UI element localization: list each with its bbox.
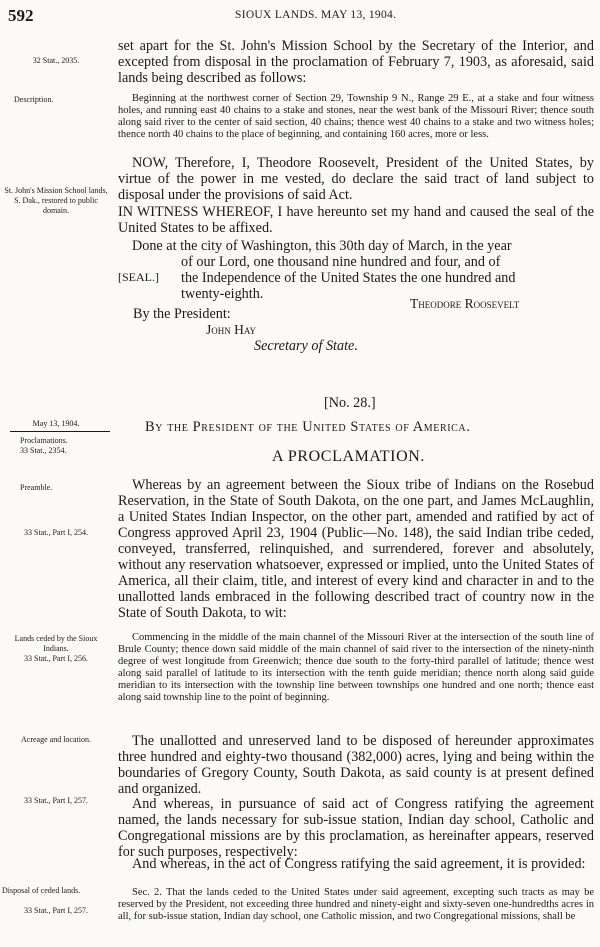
document-number: [No. 28.] [324, 395, 376, 411]
margin-note: St. John's Mission School lands, S. Dak., restored to public domain. [4, 186, 108, 215]
paragraph: And whereas, in pursuance of said act of Congress ratifying the agreement named, the lands necessary for sub-issue station, Indian day school, Catholic and Congregational missions are by this proclamation, as hereinafter appears, reserved for such purposes, respectively: [118, 796, 594, 860]
margin-note: 33 Stat., Part I, 256. [24, 654, 88, 663]
paragraph: NOW, Therefore, I, Theodore Roosevelt, President of the United States, by virtue of the power in me vested, do declare the said tract of land subject to disposal under the provisions of said Act. [118, 155, 594, 204]
paragraph: The unallotted and unreserved land to be disposed of hereunder approximates three hundred and eighty-two thousand (382,000) acres, lying and being within the boundaries of Gregory County, South Dakota, as said county is at present defined and organized. [118, 733, 594, 797]
paragraph: twenty-eighth. [181, 286, 264, 302]
proclamation-byline: By the President of the United States of America. [145, 419, 471, 435]
paragraph: the Independence of the United States the one hundred and [181, 270, 516, 286]
paragraph: And whereas, in the act of Congress ratifying the said agreement, it is provided: [132, 856, 586, 872]
seal-mark: [SEAL.] [118, 270, 159, 284]
act-quotation: Sec. 2. That the lands ceded to the United States under said agreement, excepting such tracts as may be reserved by the President, not exceeding three hundred and ninety-eight and sixty-seven one-hundredths acres in all, for sub-issue station, Indian day school, one Catholic mission, and two Congregational missions, shall be [118, 887, 594, 923]
margin-note: Proclamations. [20, 436, 68, 445]
paragraph: Done at the city of Washington, this 30th day of March, in the year [132, 238, 512, 254]
by-the-president: By the President: [133, 306, 231, 322]
margin-note: 33 Stat., 2354. [20, 446, 67, 455]
margin-note: Disposal of ceded lands. [2, 886, 81, 895]
running-title: SIOUX LANDS. MAY 13, 1904. [235, 9, 397, 21]
margin-note: May 13, 1904. [32, 419, 80, 428]
signature-roosevelt: Theodore Roosevelt [410, 296, 520, 311]
margin-note: 33 Stat., Part I, 254. [24, 528, 88, 537]
page-number: 592 [8, 6, 34, 25]
proclamation-title: A PROCLAMATION. [272, 448, 426, 465]
tract-description: Commencing in the middle of the main channel of the Missouri River at the intersection of the south line of Brule County; thence down said middle of the main channel of said river to the intersection of the ninety-ninth degree of west longitude from Greenwich; thence due south to the forty-third parallel of latitude; thence west along said parallel of latitude to its intersection with the tenth guide meridian; thence north along said guide meridian to its intersection with the township line between townships one hundred and one north; thence east along said township line to the point of beginning. [118, 632, 594, 704]
margin-note: 33 Stat., Part I, 257. [24, 796, 88, 805]
paragraph: Whereas by an agreement between the Sioux tribe of Indians on the Rosebud Reservation, in the State of South Dakota, on the one part, and James McLaughlin, a United States Indian Inspector, on the other part, amended and ratified by act of Congress approved April 23, 1904 (Public—No. 148), the said Indian tribe ceded, conveyed, transferred, relinquished, and surrendered, forever and absolutely, without any reservation whatsoever, expressed or implied, unto the United States of America, all their claim, title, and interest of every kind and character in and to the unallotted lands embraced in the following described tract of country now in the State of South Dakota, to wit: [118, 477, 594, 621]
land-description: Beginning at the northwest corner of Section 29, Township 9 N., Range 29 E., at a stake and four witness holes, and running east 40 chains to a stake and stones, near the west bank of the Missouri River; thence south along said river to the center of said section, 40 chains; thence west 40 chains to a stake and two witness holes; thence north 40 chains to the place of beginning, and containing 160 acres, more or less. [118, 93, 594, 141]
paragraph: set apart for the St. John's Mission School by the Secretary of the Interior, and excepted from disposal in the proclamation of February 7, 1903, as aforesaid, said lands being described as follows: [118, 38, 594, 87]
paragraph: IN WITNESS WHEREOF, I have hereunto set my hand and caused the seal of the United States to be affixed. [118, 204, 594, 237]
margin-note: 33 Stat., Part I, 257. [24, 906, 88, 915]
margin-note: 32 Stat., 2035. [32, 56, 80, 65]
signature-hay: John Hay [206, 322, 257, 337]
paragraph: of our Lord, one thousand nine hundred and four, and of [181, 254, 501, 270]
margin-note: Lands ceded by the Sioux Indians. [14, 634, 98, 653]
margin-note: Acreage and location. [21, 735, 91, 744]
margin-note: Preamble. [20, 483, 53, 492]
secretary-of-state: Secretary of State. [254, 338, 358, 354]
margin-rule [10, 431, 110, 432]
margin-note: Description. [14, 95, 54, 104]
